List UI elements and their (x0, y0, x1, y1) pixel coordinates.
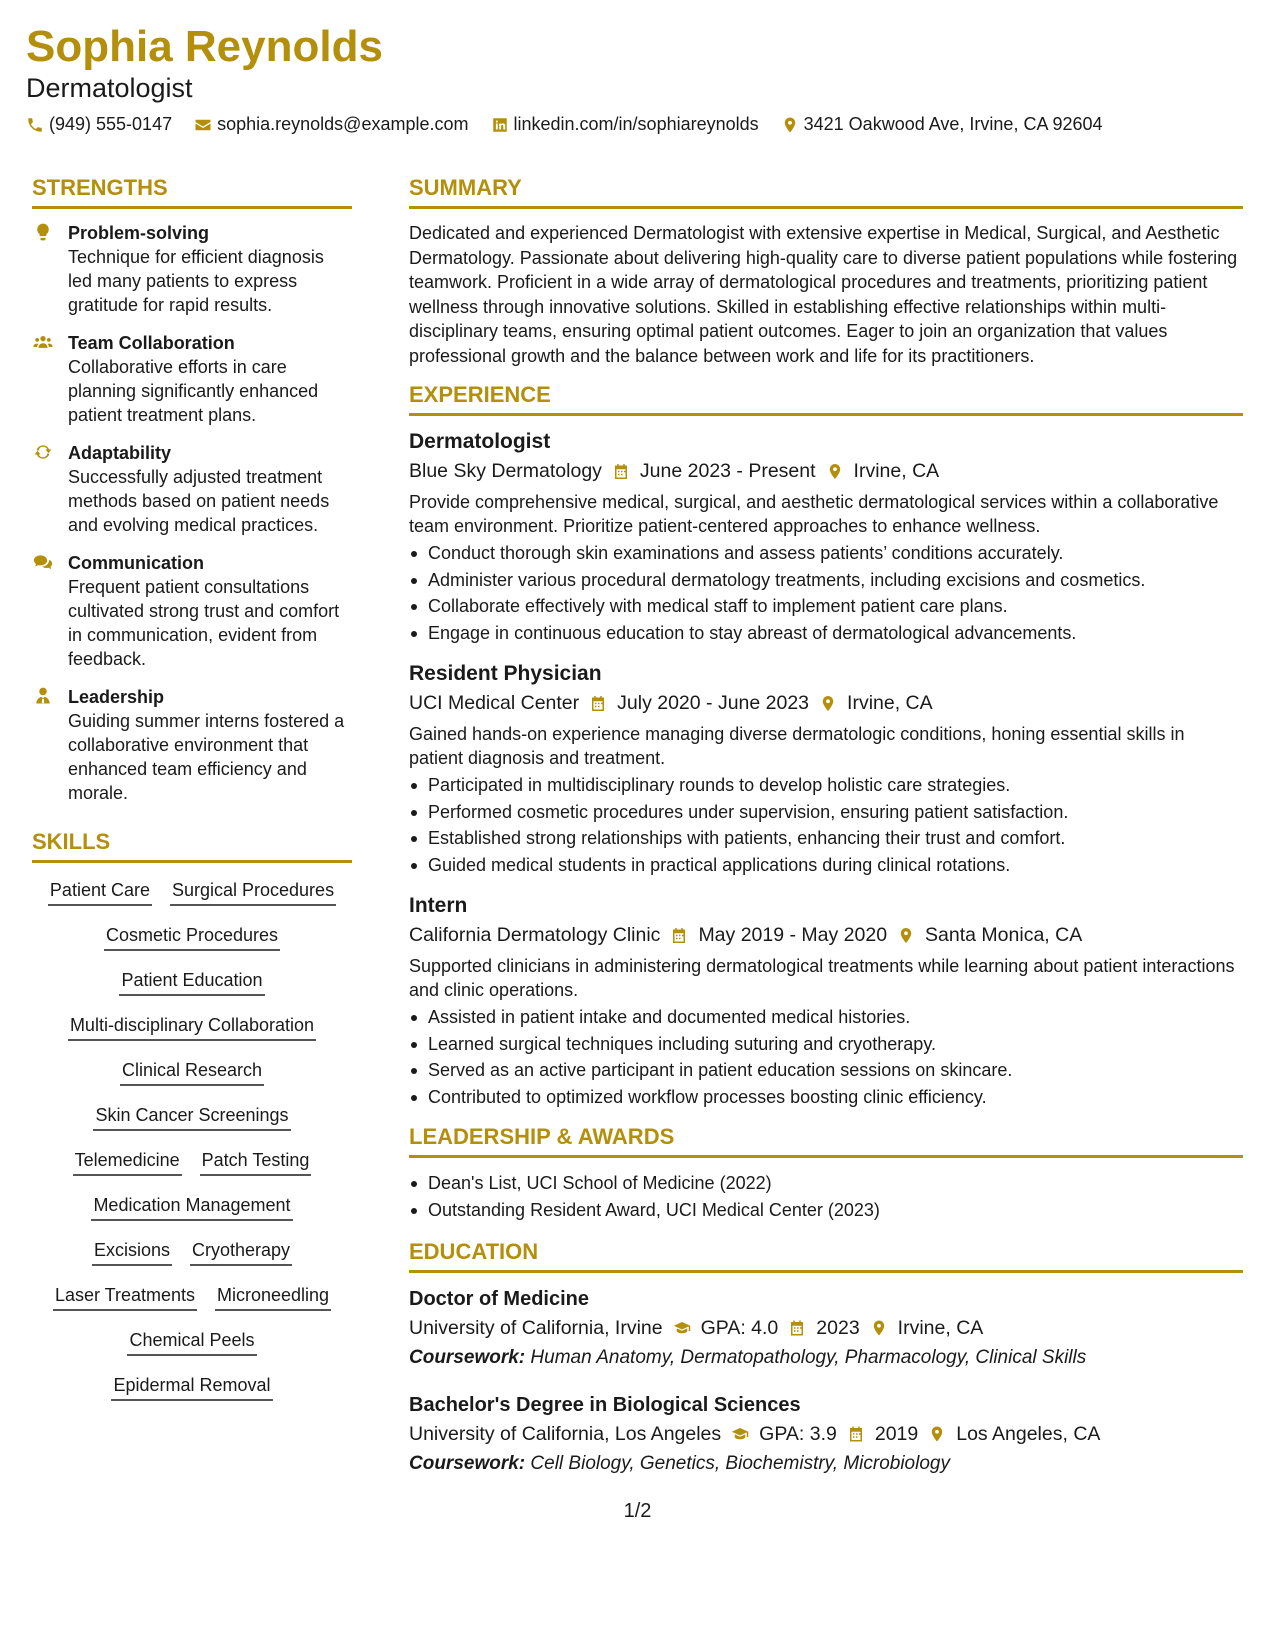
strength-item (32, 685, 352, 805)
job-dates: July 2020 - June 2023 (617, 692, 810, 714)
phone-text: (949) 555-0147 (49, 114, 173, 134)
phone-icon (26, 116, 44, 134)
contact-phone[interactable] (26, 114, 172, 135)
strength-title: Adaptability (68, 443, 172, 463)
calendar-icon (788, 1319, 806, 1337)
coursework-list: Human Anatomy, Dermatopathology, Pharmacology, Clinical Skills (530, 1347, 1087, 1368)
address-text: 3421 Oakwood Ave, Irvine, CA 92604 (803, 114, 1103, 134)
skill-row (120, 1055, 264, 1100)
education-item (409, 1285, 1243, 1373)
map-marker-icon (928, 1425, 946, 1443)
map-marker-icon (870, 1319, 888, 1337)
education-meta (409, 1419, 1243, 1449)
skill-tag: Cryotherapy (190, 1239, 292, 1266)
map-marker-icon (819, 694, 837, 712)
strength-item (32, 331, 352, 427)
skill-row (53, 1280, 331, 1325)
school-name: University of California, Los Angeles (409, 1423, 722, 1445)
skill-row (48, 875, 336, 920)
skill-row (119, 965, 264, 1010)
map-marker-icon (897, 926, 915, 944)
job-bullets (409, 540, 1243, 646)
bullet-item: Participated in multidisciplinary rounds to develop holistic care strategies. (409, 772, 1243, 799)
lightbulb-icon (32, 221, 54, 243)
education-item (409, 1391, 1243, 1479)
job-description: Gained hands-on experience managing diverse dermatologic conditions, honing essential skills in patient diagnosis and treatment. (409, 724, 1185, 768)
right-column (409, 175, 1243, 1497)
skills-list (32, 875, 352, 1415)
linkedin-icon (491, 116, 509, 134)
awards-heading: LEADERSHIP & AWARDS (409, 1124, 1243, 1158)
skills-section (32, 829, 352, 1415)
skill-tag: Surgical Procedures (170, 879, 336, 906)
contact-address (781, 114, 1103, 135)
bullet-item: Assisted in patient intake and documented medical histories. (409, 1004, 1243, 1031)
skill-tag: Microneedling (215, 1284, 331, 1311)
education-meta (409, 1313, 1243, 1343)
company-name: Blue Sky Dermatology (409, 460, 602, 482)
map-marker-icon (826, 462, 844, 480)
calendar-icon (847, 1425, 865, 1443)
skill-row (93, 1100, 290, 1145)
map-marker-icon (781, 116, 799, 134)
bullet-item: Performed cosmetic procedures under supervision, ensuring patient satisfaction. (409, 799, 1243, 826)
experience-item (409, 892, 1243, 1110)
skill-row (111, 1370, 272, 1415)
job-description: Provide comprehensive medical, surgical, and aesthetic dermatological services within a collaborative team environment. Prioritize patient-centered approaches to enhance wellness. (409, 492, 1219, 536)
users-icon (32, 331, 54, 353)
awards-list (409, 1170, 1243, 1223)
coursework-list: Cell Biology, Genetics, Biochemistry, Microbiology (530, 1453, 950, 1474)
degree-title: Bachelor's Degree in Biological Sciences (409, 1394, 801, 1416)
calendar-icon (670, 926, 688, 944)
skill-tag: Excisions (92, 1239, 172, 1266)
skill-row (73, 1145, 312, 1190)
company-name: California Dermatology Clinic (409, 924, 661, 946)
school-name: University of California, Irvine (409, 1317, 663, 1339)
job-location: Irvine, CA (847, 692, 933, 714)
strength-desc: Technique for efficient diagnosis led many patients to express gratitude for rapid results. (68, 247, 324, 315)
contact-email[interactable] (194, 114, 468, 135)
job-location: Santa Monica, CA (925, 924, 1083, 946)
gpa: GPA: 3.9 (759, 1423, 837, 1445)
strength-item (32, 551, 352, 671)
bullet-item: Established strong relationships with patients, enhancing their trust and comfort. (409, 825, 1243, 852)
job-dates: June 2023 - Present (639, 460, 816, 482)
education-heading: EDUCATION (409, 1239, 1243, 1273)
coursework-label: Coursework: (409, 1347, 526, 1368)
summary-text: Dedicated and experienced Dermatologist with extensive expertise in Medical, Surgical, and Aesthetic Dermatology. Passionate about delivering high-quality care to diverse patient populations while fostering teamwork. Proficient in a wide array of dermatological procedures and treatments, prioritizing patient wellness through innovative solutions. Skilled in establishing effective relationships within multi-disciplinary teams, ensuring optimal patient outcomes. Eager to join an organization that values professional growth and the balance between work and life for its practitioners. (409, 223, 1238, 366)
bullet-item: Guided medical students in practical applications during clinical rotations. (409, 852, 1243, 879)
experience-item (409, 660, 1243, 878)
gpa: GPA: 4.0 (700, 1317, 779, 1339)
strength-desc: Frequent patient consultations cultivated strong trust and comfort in communication, evident from feedback. (68, 577, 340, 669)
email-text: sophia.reynolds@example.com (217, 114, 469, 134)
coursework (409, 1449, 1243, 1479)
strength-title: Problem-solving (68, 223, 210, 243)
skill-row (68, 1010, 316, 1055)
school-location: Irvine, CA (897, 1317, 984, 1339)
bullet-item: Served as an active participant in patient education sessions on skincare. (409, 1057, 1243, 1084)
strength-item (32, 221, 352, 317)
job-meta (409, 456, 1243, 486)
calendar-icon (589, 694, 607, 712)
envelope-icon (194, 116, 212, 134)
skill-tag: Chemical Peels (127, 1329, 256, 1356)
degree-title: Doctor of Medicine (409, 1288, 590, 1310)
job-description: Supported clinicians in administering dermatological treatments while learning about patient interactions and clinic operations. (409, 956, 1235, 1000)
skill-tag: Skin Cancer Screenings (93, 1104, 290, 1131)
bullet-item: Administer various procedural dermatology treatments, including excisions and cosmetics. (409, 567, 1243, 594)
job-location: Irvine, CA (853, 460, 940, 482)
candidate-name: Sophia Reynolds (26, 22, 383, 71)
graduation-year: 2023 (816, 1317, 860, 1339)
bullet-item: Conduct thorough skin examinations and assess patients’ conditions accurately. (409, 540, 1243, 567)
candidate-role: Dermatologist (26, 73, 193, 103)
company-name: UCI Medical Center (409, 692, 580, 714)
calendar-icon (612, 462, 630, 480)
job-title: Dermatologist (409, 430, 551, 453)
strength-title: Leadership (68, 687, 165, 707)
skill-tag: Patient Care (48, 879, 152, 906)
award-item: Dean's List, UCI School of Medicine (2022) (409, 1170, 1243, 1197)
skill-tag: Cosmetic Procedures (104, 924, 280, 951)
left-column (32, 175, 352, 1415)
skill-tag: Patient Education (119, 969, 264, 996)
strength-title: Communication (68, 553, 205, 573)
graduation-cap-icon (673, 1319, 691, 1337)
skills-heading: SKILLS (32, 829, 352, 863)
skill-tag: Clinical Research (120, 1059, 264, 1086)
user-tie-icon (32, 685, 54, 707)
school-location: Los Angeles, CA (956, 1423, 1101, 1445)
graduation-cap-icon (731, 1425, 749, 1443)
bullet-item: Engage in continuous education to stay abreast of dermatological advancements. (409, 620, 1243, 647)
job-dates: May 2019 - May 2020 (698, 924, 888, 946)
skill-row (104, 920, 280, 965)
job-title: Resident Physician (409, 662, 602, 685)
experience-item (409, 428, 1243, 646)
sync-icon (32, 441, 54, 463)
job-title: Intern (409, 894, 468, 917)
comments-icon (32, 551, 54, 573)
page-number: 1/2 (623, 1500, 652, 1522)
skill-tag: Medication Management (91, 1194, 292, 1221)
skill-tag: Patch Testing (200, 1149, 312, 1176)
skill-tag: Multi-disciplinary Collaboration (68, 1014, 316, 1041)
linkedin-text: linkedin.com/in/sophiareynolds (513, 114, 759, 134)
skill-row (92, 1235, 292, 1280)
strength-desc: Guiding summer interns fostered a collaborative environment that enhanced team efficiency and morale. (68, 711, 345, 803)
skill-tag: Telemedicine (73, 1149, 182, 1176)
job-bullets (409, 772, 1243, 878)
skill-tag: Epidermal Removal (111, 1374, 272, 1401)
contact-bar (26, 114, 1103, 135)
bullet-item: Learned surgical techniques including suturing and cryotherapy. (409, 1031, 1243, 1058)
strengths-heading: STRENGTHS (32, 175, 352, 209)
job-meta (409, 688, 1243, 718)
skill-tag: Laser Treatments (53, 1284, 197, 1311)
job-meta (409, 920, 1243, 950)
contact-linkedin[interactable] (491, 114, 759, 135)
strength-title: Team Collaboration (68, 333, 235, 353)
summary-heading: SUMMARY (409, 175, 1243, 209)
award-item: Outstanding Resident Award, UCI Medical Center (2023) (409, 1197, 1243, 1224)
skill-row (91, 1190, 292, 1235)
strength-desc: Collaborative efforts in care planning significantly enhanced patient treatment plans. (68, 357, 319, 425)
skill-row (127, 1325, 256, 1370)
strength-desc: Successfully adjusted treatment methods based on patient needs and evolving medical practices. (68, 467, 330, 535)
coursework-label: Coursework: (409, 1453, 526, 1474)
job-bullets (409, 1004, 1243, 1110)
strength-item (32, 441, 352, 537)
coursework (409, 1343, 1243, 1373)
graduation-year: 2019 (874, 1423, 919, 1445)
experience-heading: EXPERIENCE (409, 382, 1243, 416)
bullet-item: Collaborate effectively with medical staff to implement patient care plans. (409, 593, 1243, 620)
bullet-item: Contributed to optimized workflow processes boosting clinic efficiency. (409, 1084, 1243, 1111)
